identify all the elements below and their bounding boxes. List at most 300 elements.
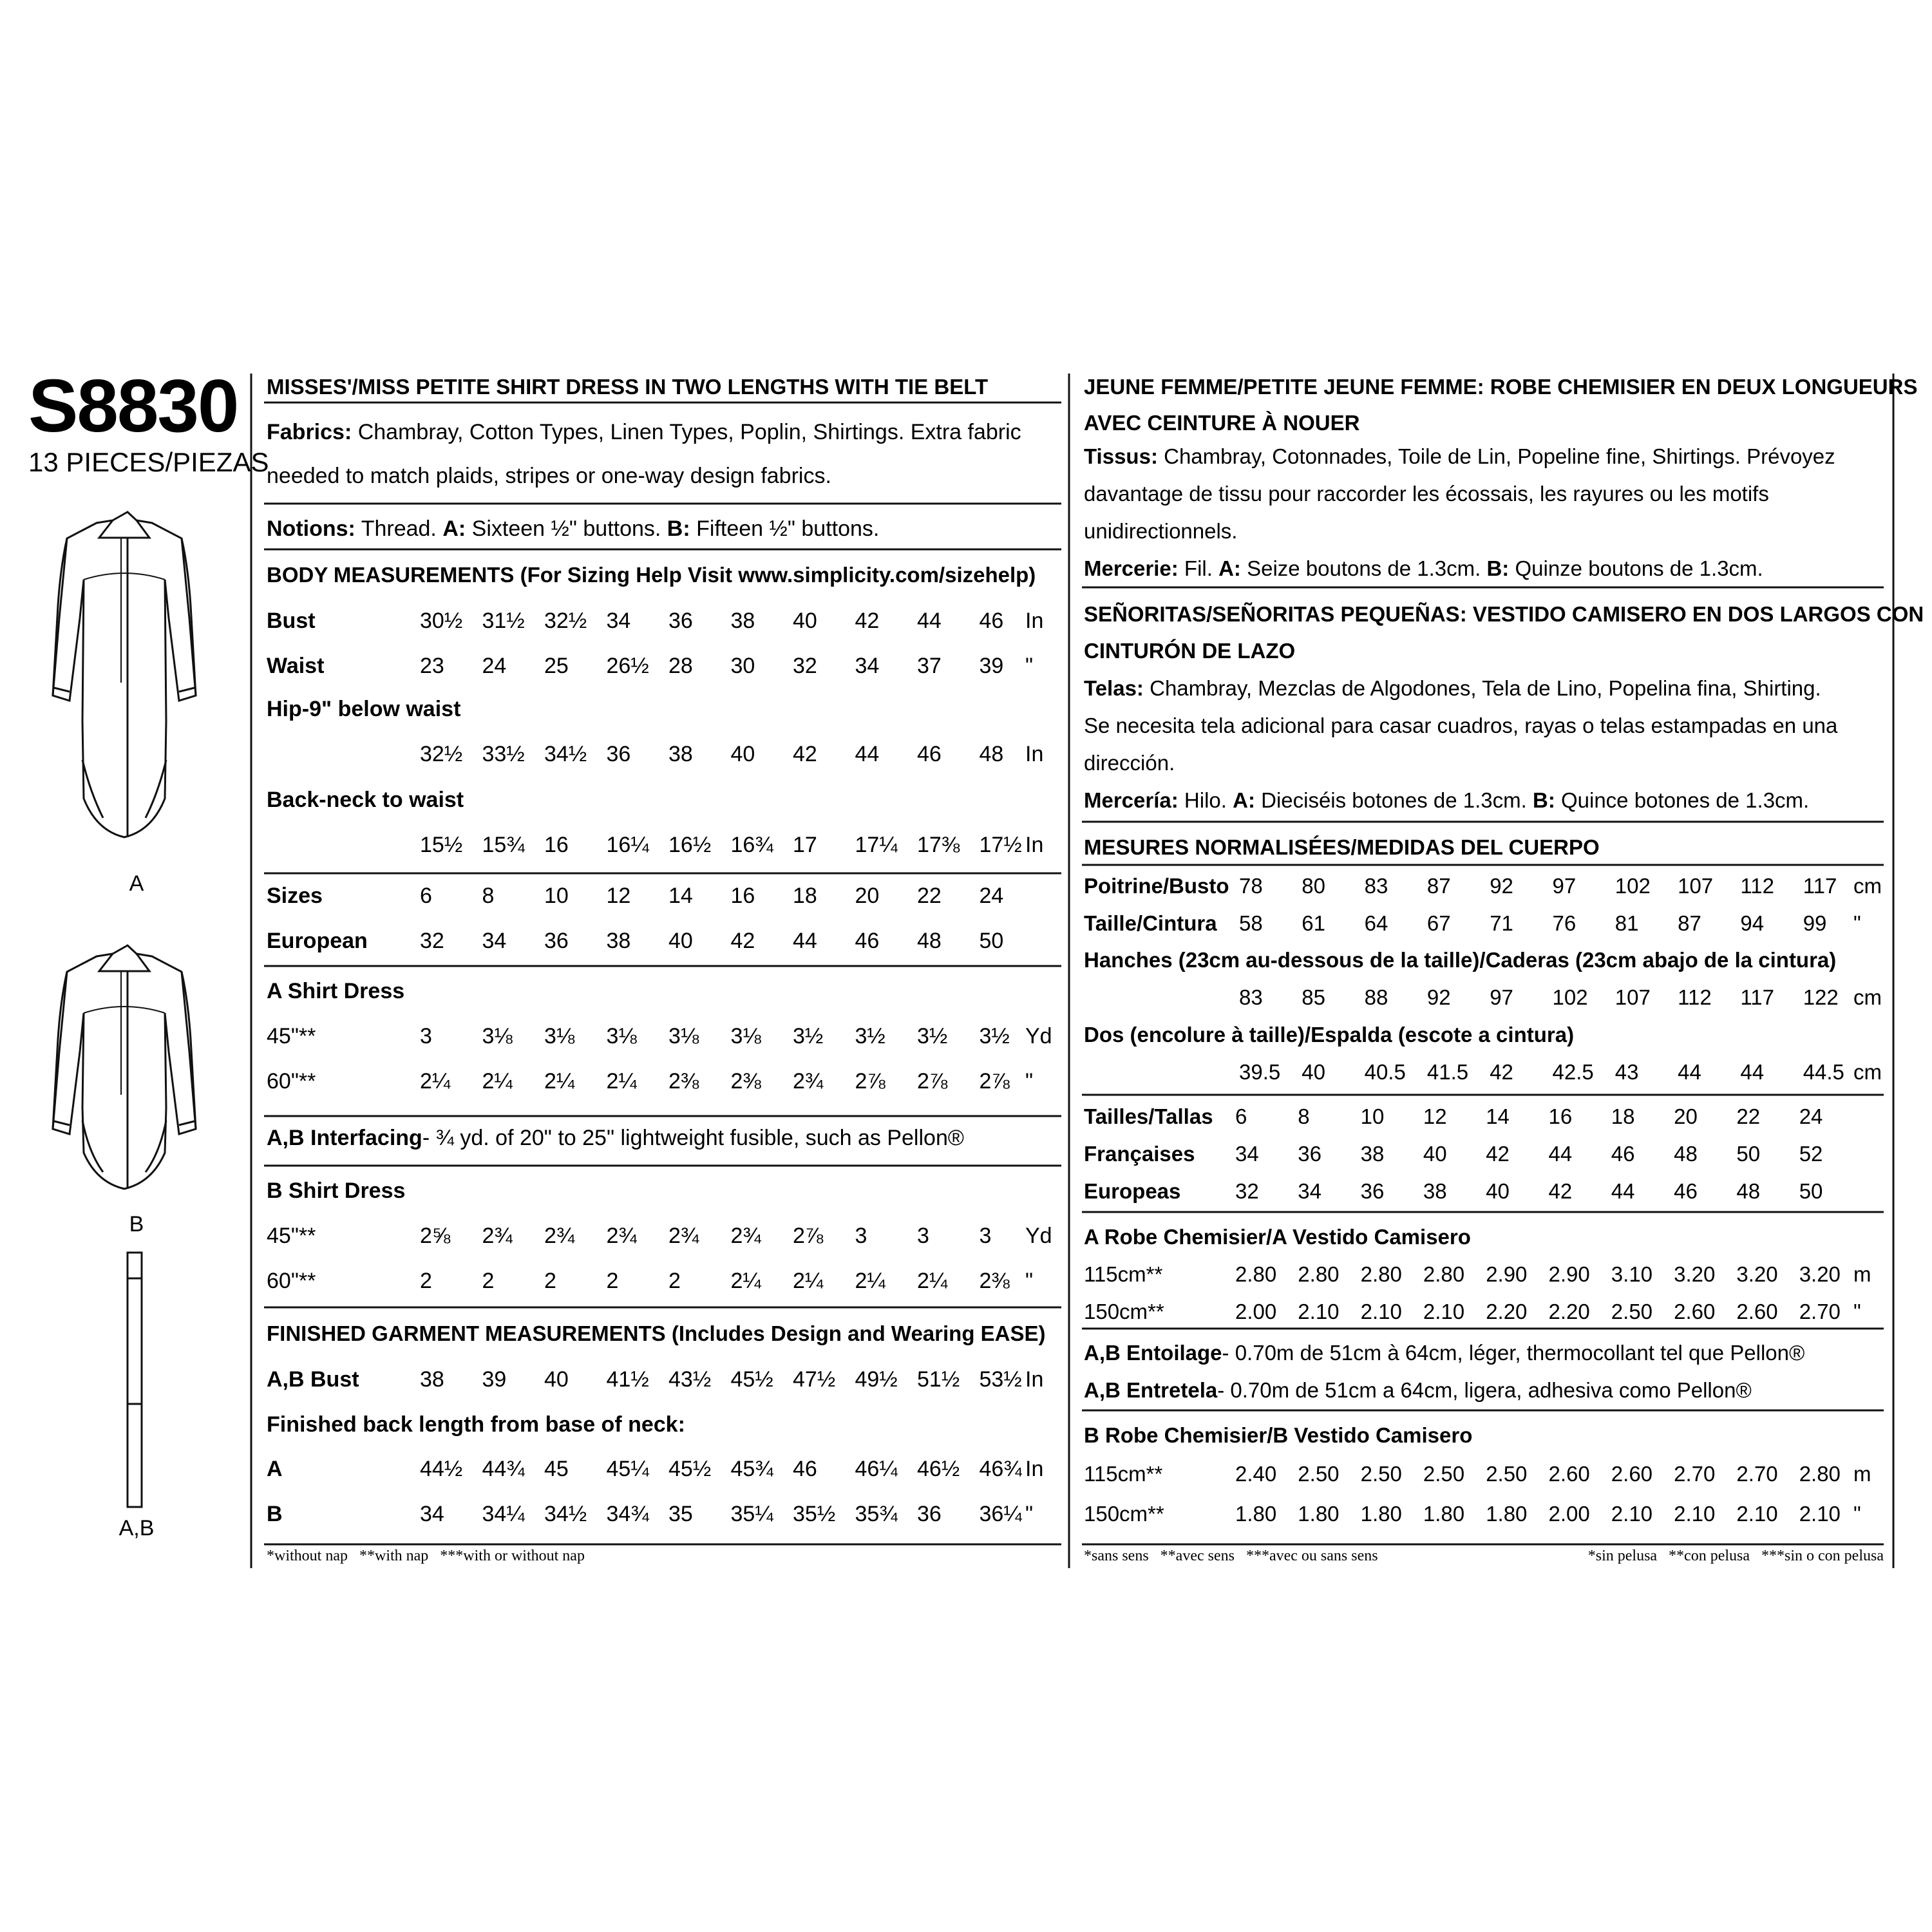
row-label: 115cm** xyxy=(1084,1462,1163,1486)
row-value: 2 xyxy=(482,1269,495,1293)
size-table xyxy=(267,884,1003,953)
row-value: 38 xyxy=(730,609,755,633)
row-value: 64 xyxy=(1364,911,1388,935)
mercerie-label: Mercerie: xyxy=(1084,556,1179,580)
mercerie-text: Fil. xyxy=(1178,556,1219,580)
row-value: 3⅛ xyxy=(544,1024,575,1048)
row-value: 34½ xyxy=(544,1502,587,1526)
row-value: 46¾ xyxy=(979,1457,1022,1481)
table-row xyxy=(1239,985,1882,1009)
view-a-shirt-dress xyxy=(53,512,196,837)
row-value: 2.00 xyxy=(1235,1300,1277,1323)
row-value: 47½ xyxy=(793,1367,836,1392)
row-value: 2⅜ xyxy=(979,1269,1010,1293)
row-value: 18 xyxy=(793,884,817,908)
row-value: 1.80 xyxy=(1298,1502,1340,1526)
row-unit: cm xyxy=(1853,874,1882,898)
row-value: 117 xyxy=(1740,985,1775,1009)
row-label: A xyxy=(267,1457,283,1481)
row-value: 52 xyxy=(1799,1142,1823,1166)
row-value: 40 xyxy=(668,929,693,953)
row-value: 50 xyxy=(1799,1179,1823,1203)
row-value: 2⅞ xyxy=(793,1224,824,1248)
row-value: 2⅜ xyxy=(730,1069,761,1094)
row-value: 34¾ xyxy=(606,1502,649,1526)
row-value: 44 xyxy=(1678,1060,1701,1084)
row-value: 2.50 xyxy=(1486,1462,1528,1486)
row-value: 2 xyxy=(606,1269,619,1293)
row-value: 107 xyxy=(1615,985,1651,1009)
table-row xyxy=(1084,1179,1823,1203)
row-value: 46¼ xyxy=(855,1457,898,1481)
interfacing-text: - ¾ yd. of 20" to 25" lightweight fusible, such as Pellon® xyxy=(422,1126,964,1150)
tissus-line-3: unidirectionnels. xyxy=(1084,519,1238,543)
row-value: 32 xyxy=(793,654,817,678)
row-value: 34 xyxy=(420,1502,444,1526)
row-value: 2¾ xyxy=(482,1224,513,1248)
row-value: 32½ xyxy=(544,609,587,633)
notions-line xyxy=(267,516,879,541)
row-value: 3½ xyxy=(917,1024,948,1048)
row-value: 35 xyxy=(668,1502,693,1526)
row-value: 38 xyxy=(1423,1179,1447,1203)
row-label: Europeas xyxy=(1084,1179,1181,1203)
row-label: Tailles/Tallas xyxy=(1084,1104,1213,1128)
row-value: 42 xyxy=(793,742,817,766)
row-value: 2.90 xyxy=(1548,1262,1590,1286)
row-value: 32 xyxy=(420,929,444,953)
row-value: 15½ xyxy=(420,833,463,857)
row-value: 6 xyxy=(420,884,432,908)
row-value: 49½ xyxy=(855,1367,898,1392)
row-value: 26½ xyxy=(606,654,649,678)
row-value: 24 xyxy=(1799,1104,1823,1128)
row-value: 44½ xyxy=(420,1457,463,1481)
row-unit: In xyxy=(1025,609,1044,633)
row-value: 22 xyxy=(917,884,942,908)
row-value: 2.70 xyxy=(1799,1300,1841,1323)
table-row xyxy=(267,1269,1033,1293)
row-value: 43½ xyxy=(668,1367,712,1392)
telas-line-1 xyxy=(1084,676,1821,700)
row-value: 3.20 xyxy=(1736,1262,1778,1286)
row-value: 2¼ xyxy=(606,1069,637,1094)
row-value: 43 xyxy=(1615,1060,1639,1084)
size-table-metric xyxy=(1084,1104,1823,1203)
mercerie-line xyxy=(1084,556,1763,580)
row-unit: In xyxy=(1025,833,1044,857)
row-value: 3½ xyxy=(793,1024,824,1048)
a-robe-title: A Robe Chemisier/A Vestido Camisero xyxy=(1084,1225,1471,1249)
row-value: 3½ xyxy=(855,1024,886,1048)
row-value: 40 xyxy=(544,1367,569,1392)
row-unit: " xyxy=(1853,911,1861,935)
row-value: 107 xyxy=(1678,874,1714,898)
row-value: 3⅛ xyxy=(482,1024,513,1048)
spanish-title-line-2: CINTURÓN DE LAZO xyxy=(1084,639,1296,663)
row-value: 34½ xyxy=(544,742,587,766)
notions-text: Thread. xyxy=(355,516,443,541)
row-value: 2.40 xyxy=(1235,1462,1277,1486)
row-value: 36 xyxy=(668,609,693,633)
row-value: 50 xyxy=(979,929,1004,953)
table-row xyxy=(267,1224,1052,1248)
row-value: 44 xyxy=(793,929,817,953)
table-row xyxy=(1084,1502,1861,1526)
row-value: 37 xyxy=(917,654,942,678)
row-value: 20 xyxy=(855,884,880,908)
tie-belt-icon xyxy=(128,1253,142,1507)
row-value: 36 xyxy=(1298,1142,1322,1166)
row-value: 2⅝ xyxy=(420,1224,451,1248)
table-row xyxy=(420,742,1043,766)
row-value: 2.20 xyxy=(1548,1300,1590,1323)
row-value: 30 xyxy=(730,654,755,678)
row-value: 2.10 xyxy=(1423,1300,1465,1323)
row-value: 38 xyxy=(420,1367,444,1392)
row-value: 2.10 xyxy=(1360,1300,1402,1323)
mercerie-text: Quinze boutons de 1.3cm. xyxy=(1509,556,1763,580)
row-value: 23 xyxy=(420,654,444,678)
row-value: 50 xyxy=(1736,1142,1761,1166)
row-value: 2.60 xyxy=(1548,1462,1590,1486)
b-metric-yardage-table xyxy=(1084,1462,1871,1526)
row-value: 45½ xyxy=(730,1367,773,1392)
row-value: 17 xyxy=(793,833,817,857)
row-value: 88 xyxy=(1364,985,1388,1009)
row-value: 112 xyxy=(1678,985,1712,1009)
row-value: 44 xyxy=(1740,1060,1765,1084)
row-value: 24 xyxy=(482,654,507,678)
entoilage-text: - 0.70m de 51cm à 64cm, léger, thermocollant tel que Pellon® xyxy=(1222,1341,1805,1365)
footnote: *without nap **with nap ***with or without nap xyxy=(267,1548,585,1564)
english-title: MISSES'/MISS PETITE SHIRT DRESS IN TWO LENGTHS WITH TIE BELT xyxy=(267,375,989,399)
row-value: 39.5 xyxy=(1239,1060,1281,1084)
row-value: 28 xyxy=(668,654,693,678)
row-value: 40 xyxy=(1423,1142,1447,1166)
row-value: 44 xyxy=(917,609,942,633)
row-value: 87 xyxy=(1678,911,1701,935)
row-unit: " xyxy=(1853,1300,1861,1323)
row-value: 1.80 xyxy=(1360,1502,1402,1526)
pattern-number: S8830 xyxy=(28,364,238,448)
row-label: 150cm** xyxy=(1084,1502,1164,1526)
finished-measurements-title: FINISHED GARMENT MEASUREMENTS (Includes Design and Wearing EASE) xyxy=(267,1321,1046,1345)
row-value: 80 xyxy=(1302,874,1326,898)
row-unit: In xyxy=(1025,1367,1044,1392)
english-column xyxy=(264,375,1061,1564)
merceria-line xyxy=(1084,788,1809,812)
row-value: 36 xyxy=(544,929,569,953)
row-value: 2 xyxy=(668,1269,681,1293)
row-value: 2.80 xyxy=(1298,1262,1340,1286)
row-unit: " xyxy=(1025,654,1034,678)
telas-line-3: dirección. xyxy=(1084,751,1175,775)
notions-label: Notions: xyxy=(267,516,355,541)
table-row xyxy=(267,697,460,721)
row-value: 2¾ xyxy=(544,1224,575,1248)
row-value: 18 xyxy=(1611,1104,1635,1128)
measures-title: MESURES NORMALISÉES/MEDIDAS DEL CUERPO xyxy=(1084,835,1600,859)
body-measurements-table xyxy=(267,609,1043,857)
row-value: 17¼ xyxy=(855,833,898,857)
row-unit: " xyxy=(1853,1502,1861,1526)
row-value: 2.00 xyxy=(1548,1502,1590,1526)
row-value: 2.50 xyxy=(1611,1300,1653,1323)
table-row xyxy=(420,833,1043,857)
row-value: 2.90 xyxy=(1486,1262,1528,1286)
row-value: 117 xyxy=(1803,874,1837,898)
row-value: 2 xyxy=(420,1269,432,1293)
back-waist-row xyxy=(1239,1060,1882,1084)
french-title-line-1: JEUNE FEMME/PETITE JEUNE FEMME: ROBE CHEMISIER EN DEUX LONGUEURS xyxy=(1084,375,1918,399)
row-value: 87 xyxy=(1426,874,1451,898)
row-value: 3 xyxy=(979,1224,992,1248)
row-value: 6 xyxy=(1235,1104,1247,1128)
row-value: 44 xyxy=(1611,1179,1635,1203)
row-value: 25 xyxy=(544,654,569,678)
interfacing-line xyxy=(267,1126,964,1150)
piece-count: 13 PIECES/PIEZAS xyxy=(28,447,269,477)
row-value: 53½ xyxy=(979,1367,1022,1392)
row-value: 85 xyxy=(1302,985,1326,1009)
row-value: 22 xyxy=(1736,1104,1761,1128)
table-row xyxy=(267,1457,1043,1481)
row-label: Waist xyxy=(267,654,325,678)
row-label: Hip-9" below waist xyxy=(267,697,461,721)
row-value: 3 xyxy=(420,1024,432,1048)
row-unit: " xyxy=(1025,1502,1034,1526)
row-value: 36¼ xyxy=(979,1502,1022,1526)
row-value: 14 xyxy=(1486,1104,1510,1128)
row-value: 34¼ xyxy=(482,1502,525,1526)
row-value: 2⅞ xyxy=(979,1069,1010,1094)
row-value: 46 xyxy=(855,929,880,953)
row-value: 8 xyxy=(482,884,495,908)
row-value: 36 xyxy=(606,742,631,766)
row-value: 34 xyxy=(1298,1179,1322,1203)
row-value: 46 xyxy=(793,1457,817,1481)
row-value: 46½ xyxy=(917,1457,960,1481)
row-value: 42.5 xyxy=(1552,1060,1594,1084)
row-value: 38 xyxy=(668,742,693,766)
row-unit: In xyxy=(1025,742,1044,766)
table-row xyxy=(1084,1142,1823,1166)
table-row xyxy=(1084,1462,1871,1486)
row-value: 17½ xyxy=(979,833,1022,857)
row-value: 44.5 xyxy=(1803,1060,1844,1084)
a-yardage-table xyxy=(267,1024,1052,1094)
row-value: 92 xyxy=(1426,985,1451,1009)
row-value: 33½ xyxy=(482,742,525,766)
row-value: 16 xyxy=(730,884,755,908)
mercerie-view-a: A: xyxy=(1218,556,1241,580)
row-value: 36 xyxy=(917,1502,942,1526)
view-a-label: A xyxy=(129,871,144,896)
row-value: 46 xyxy=(1611,1142,1635,1166)
fabrics-text: Chambray, Cotton Types, Linen Types, Poplin, Shirtings. Extra fabric xyxy=(352,420,1021,444)
row-value: 102 xyxy=(1615,874,1651,898)
fabrics-line-2: needed to match plaids, stripes or one-way design fabrics. xyxy=(267,464,831,488)
row-value: 1.80 xyxy=(1486,1502,1528,1526)
row-value: 34 xyxy=(855,654,880,678)
row-value: 2¼ xyxy=(855,1269,886,1293)
interfacing-label: A,B Interfacing xyxy=(267,1126,422,1150)
row-value: 2¾ xyxy=(668,1224,699,1248)
tissus-line-2: davantage de tissu pour raccorder les écossais, les rayures ou les motifs xyxy=(1084,482,1769,506)
body-measurements-title: BODY MEASUREMENTS (For Sizing Help Visit www.simplicity.com/sizehelp) xyxy=(267,563,1036,587)
row-value: 2¼ xyxy=(544,1069,575,1094)
row-label: 115cm** xyxy=(1084,1262,1163,1286)
view-ab-tie-belt xyxy=(128,1253,142,1507)
french-spanish-column xyxy=(1082,375,1924,1564)
row-value: 94 xyxy=(1740,911,1765,935)
row-value: 2¼ xyxy=(793,1269,824,1293)
row-value: 2.10 xyxy=(1736,1502,1778,1526)
row-value: 38 xyxy=(1360,1142,1385,1166)
finished-bust-row xyxy=(267,1367,1043,1392)
row-value: 41½ xyxy=(606,1367,649,1392)
row-value: 2¼ xyxy=(420,1069,451,1094)
table-row xyxy=(267,609,1043,633)
row-value: 36 xyxy=(1360,1179,1385,1203)
table-row xyxy=(267,929,1003,953)
table-row xyxy=(267,1502,1033,1526)
shirt-dress-long-icon xyxy=(53,512,196,837)
entretela-text: - 0.70m de 51cm a 64cm, ligera, adhesiva como Pellon® xyxy=(1217,1378,1752,1402)
row-value: 2¾ xyxy=(606,1224,637,1248)
merceria-text: Quince botones de 1.3cm. xyxy=(1555,788,1810,812)
row-value: 40 xyxy=(1486,1179,1510,1203)
row-unit: Yd xyxy=(1025,1024,1052,1048)
row-value: 2¼ xyxy=(482,1069,513,1094)
row-value: 48 xyxy=(1674,1142,1698,1166)
table-row xyxy=(1084,874,1882,898)
row-unit: In xyxy=(1025,1457,1044,1481)
row-value: 2⅜ xyxy=(668,1069,699,1094)
row-value: 2.10 xyxy=(1674,1502,1716,1526)
tissus-text: Chambray, Cotonnades, Toile de Lin, Popeline fine, Shirtings. Prévoyez xyxy=(1157,444,1835,468)
row-label: 45"** xyxy=(267,1024,316,1048)
b-yardage-table xyxy=(267,1224,1052,1293)
row-value: 16 xyxy=(1548,1104,1573,1128)
row-value: 20 xyxy=(1674,1104,1698,1128)
row-label: A,B Bust xyxy=(267,1367,359,1392)
footnote-spanish: *sin pelusa **con pelusa ***sin o con pelusa xyxy=(1587,1548,1884,1564)
row-value: 2.80 xyxy=(1360,1262,1402,1286)
row-value: 2.60 xyxy=(1611,1462,1653,1486)
a-shirt-dress-title: A Shirt Dress xyxy=(267,979,405,1003)
row-value: 2.70 xyxy=(1674,1462,1716,1486)
merceria-view-a: A: xyxy=(1233,788,1255,812)
row-value: 2.80 xyxy=(1799,1462,1841,1486)
row-unit: cm xyxy=(1853,985,1882,1009)
row-value: 12 xyxy=(1423,1104,1447,1128)
row-value: 122 xyxy=(1803,985,1839,1009)
row-value: 3.20 xyxy=(1799,1262,1841,1286)
fabrics-label: Fabrics: xyxy=(267,420,352,444)
row-value: 30½ xyxy=(420,609,463,633)
row-value: 16 xyxy=(544,833,569,857)
row-value: 78 xyxy=(1239,874,1263,898)
row-value: 2.10 xyxy=(1799,1502,1841,1526)
mercerie-view-b: B: xyxy=(1486,556,1510,580)
merceria-text: Hilo. xyxy=(1178,788,1233,812)
row-value: 2.80 xyxy=(1235,1262,1277,1286)
row-value: 17⅜ xyxy=(917,833,960,857)
row-value: 10 xyxy=(544,884,569,908)
row-value: 35½ xyxy=(793,1502,836,1526)
row-value: 32½ xyxy=(420,742,463,766)
row-value: 31½ xyxy=(482,609,525,633)
row-value: 2.10 xyxy=(1298,1300,1340,1323)
telas-text: Chambray, Mezclas de Algodones, Tela de Lino, Popelina fina, Shirting. xyxy=(1143,676,1821,700)
row-value: 2.20 xyxy=(1486,1300,1528,1323)
row-value: 40 xyxy=(1302,1060,1326,1084)
row-value: 44 xyxy=(855,742,880,766)
row-value: 61 xyxy=(1302,911,1326,935)
table-row xyxy=(267,884,1003,908)
row-value: 71 xyxy=(1490,911,1513,935)
row-value: 2¾ xyxy=(793,1069,824,1094)
a-metric-yardage-table xyxy=(1084,1262,1871,1323)
row-value: 3⅛ xyxy=(606,1024,637,1048)
shirt-dress-short-icon xyxy=(53,945,196,1189)
row-value: 112 xyxy=(1740,874,1775,898)
row-value: 39 xyxy=(979,654,1004,678)
row-label: Back-neck to waist xyxy=(267,788,464,812)
row-value: 97 xyxy=(1552,874,1577,898)
table-row xyxy=(1084,1262,1871,1286)
row-value: 2¼ xyxy=(917,1269,948,1293)
row-label: Sizes xyxy=(267,884,323,908)
row-unit: " xyxy=(1025,1069,1034,1094)
row-label: Bust xyxy=(267,609,316,633)
row-value: 16¼ xyxy=(606,833,649,857)
spanish-title-line-1: SEÑORITAS/SEÑORITAS PEQUEÑAS: VESTIDO CAMISERO EN DOS LARGOS CON xyxy=(1084,602,1924,626)
row-label: Poitrine/Busto xyxy=(1084,874,1229,898)
finished-length-table xyxy=(267,1457,1043,1526)
row-value: 34 xyxy=(1235,1142,1259,1166)
row-label: B xyxy=(267,1502,283,1526)
row-label: European xyxy=(267,929,368,953)
row-value: 3.20 xyxy=(1674,1262,1716,1286)
row-value: 48 xyxy=(1736,1179,1761,1203)
merceria-text: Dieciséis botones de 1.3cm. xyxy=(1255,788,1533,812)
table-row xyxy=(267,1024,1052,1048)
row-value: 2.60 xyxy=(1674,1300,1716,1323)
entretela-label: A,B Entretela xyxy=(1084,1378,1218,1402)
row-label: 60"** xyxy=(267,1069,316,1094)
row-value: 38 xyxy=(606,929,631,953)
view-b-label: B xyxy=(129,1212,144,1236)
notions-text: Fifteen ½" buttons. xyxy=(690,516,880,541)
table-row xyxy=(267,788,464,812)
body-measurements-table-metric xyxy=(1084,874,1882,935)
row-value: 41.5 xyxy=(1426,1060,1469,1084)
row-value: 2.70 xyxy=(1736,1462,1778,1486)
row-value: 40 xyxy=(730,742,755,766)
row-value: 76 xyxy=(1552,911,1577,935)
row-label: 60"** xyxy=(267,1269,316,1293)
row-label: 150cm** xyxy=(1084,1300,1164,1323)
row-value: 2.80 xyxy=(1423,1262,1465,1286)
row-label: Françaises xyxy=(1084,1142,1195,1166)
row-value: 46 xyxy=(979,609,1004,633)
row-value: 42 xyxy=(1548,1179,1573,1203)
telas-line-2: Se necesita tela adicional para casar cuadros, rayas o telas estampadas en una xyxy=(1084,714,1838,737)
notions-view-a: A: xyxy=(442,516,466,541)
